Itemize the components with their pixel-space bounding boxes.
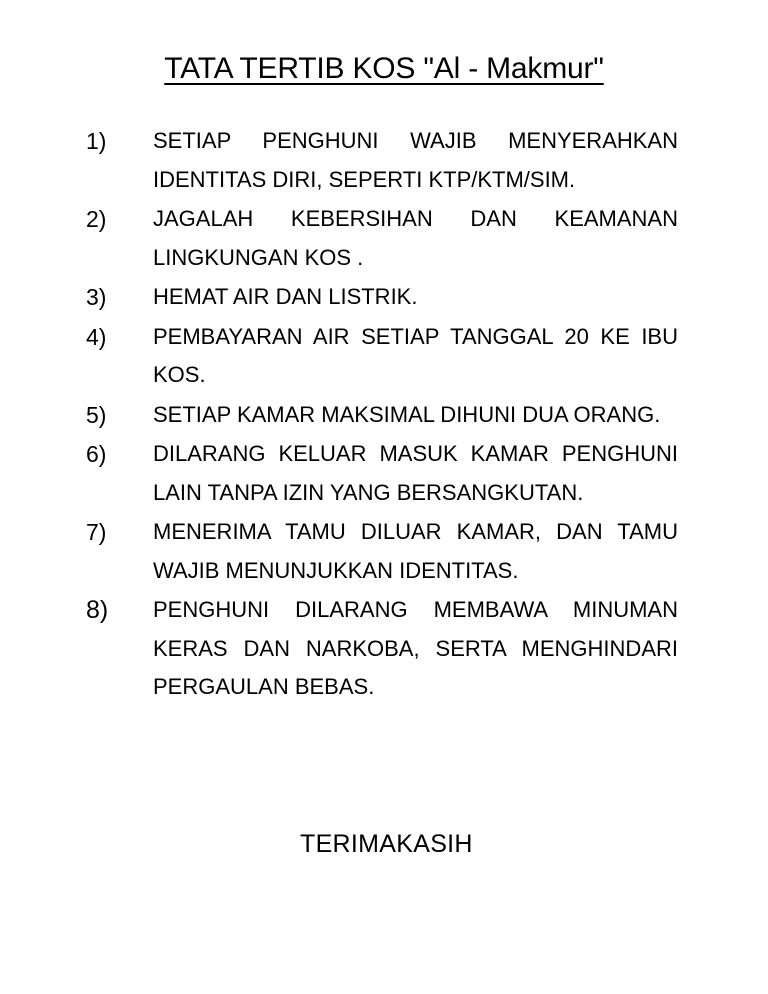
- rule-number: 7): [86, 519, 107, 545]
- rule-number: 5): [86, 401, 107, 428]
- rule-text: PEMBAYARAN AIR SETIAP TANGGAL 20 KE IBU KOS.: [153, 323, 678, 387]
- rule-number: 2): [86, 206, 107, 232]
- rule-number: 1): [86, 128, 107, 154]
- rule-item-4: [86, 318, 678, 395]
- rule-item-2: [86, 200, 678, 277]
- rule-number: 3): [86, 284, 107, 310]
- rule-item-7: [86, 513, 678, 590]
- rules-list: [86, 122, 678, 708]
- rule-item-3: [86, 278, 678, 317]
- rule-text: HEMAT AIR DAN LISTRIK.: [153, 284, 418, 309]
- rule-text: MENERIMA TAMU DILUAR KAMAR, DAN TAMU WAJIB MENUNJUKKAN IDENTITAS.: [153, 519, 678, 583]
- document-title-text: TATA TERTIB KOS "Al - Makmur": [164, 52, 604, 85]
- rule-number: 4): [86, 323, 107, 350]
- closing-text: TERIMAKASIH: [300, 830, 473, 858]
- rule-number: 6): [86, 441, 107, 467]
- rule-item-1: [86, 122, 678, 199]
- rule-item-8: [86, 591, 678, 707]
- rule-item-5: [86, 396, 678, 435]
- rule-text: DILARANG KELUAR MASUK KAMAR PENGHUNI LAIN TANPA IZIN YANG BERSANGKUTAN.: [153, 441, 678, 505]
- rule-text: JAGALAH KEBERSIHAN DAN KEAMANAN LINGKUNGAN KOS .: [153, 206, 678, 270]
- rule-text: SETIAP PENGHUNI WAJIB MENYERAHKAN IDENTITAS DIRI, SEPERTI KTP/KTM/SIM.: [153, 128, 678, 192]
- rule-text: PENGHUNI DILARANG MEMBAWA MINUMAN KERAS DAN NARKOBA, SERTA MENGHINDARI PERGAULAN BEBAS.: [153, 597, 678, 699]
- document-title: [0, 49, 768, 89]
- rule-text: SETIAP KAMAR MAKSIMAL DIHUNI DUA ORANG.: [153, 401, 661, 427]
- rule-number: 8): [86, 596, 109, 624]
- rule-item-6: [86, 435, 678, 512]
